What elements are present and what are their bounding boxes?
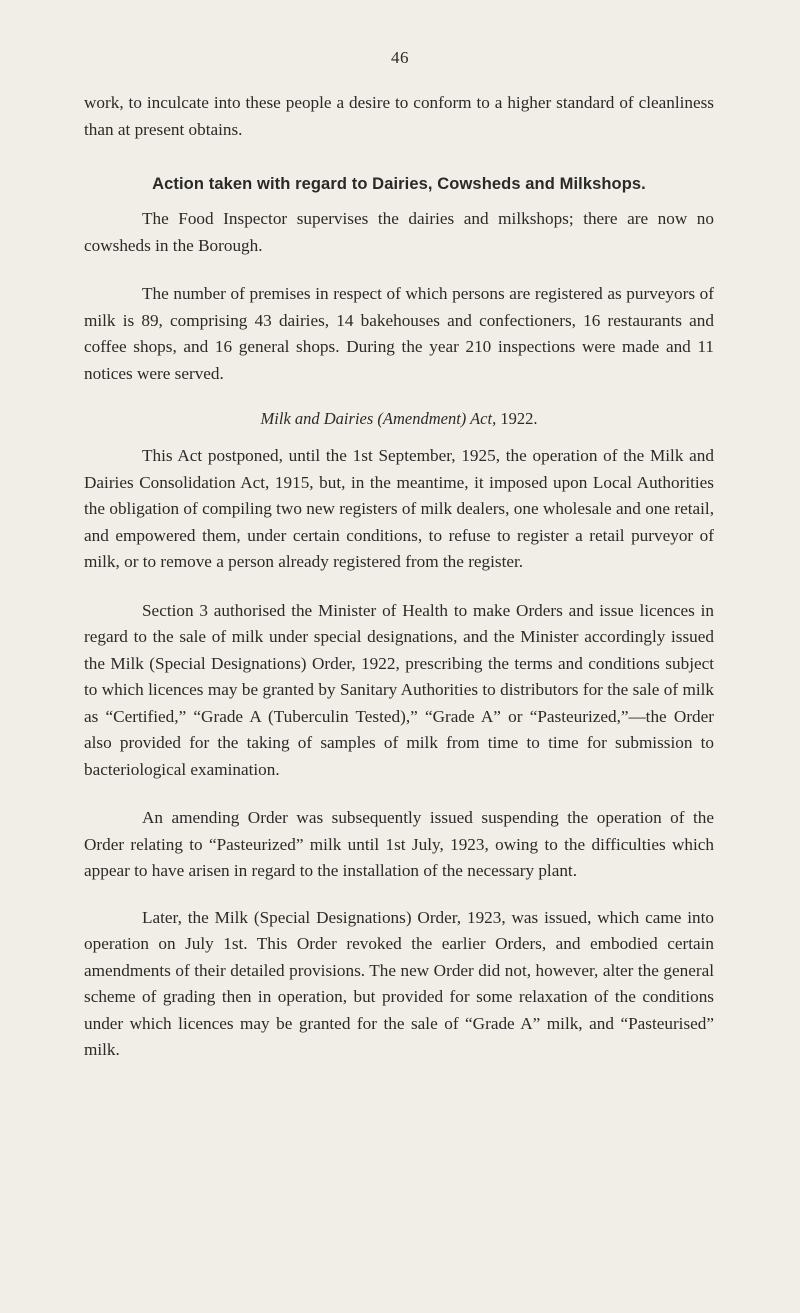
act-title-year: 1922. — [500, 409, 538, 428]
section-heading: Action taken with regard to Dairies, Cowsheds and Milkshops. — [152, 175, 646, 193]
act-title — [84, 407, 714, 431]
page-body — [84, 90, 714, 1064]
paragraph-registered-premises: The number of premises in respect of which persons are registered as purveyors of milk is 89, comprising 43 dairies, 14 bakehouses and confectioners, 16 restaurants and coffee shops, and 16 general shops. During the year 210 inspections were made and 11 notices were served. — [84, 284, 714, 383]
page-number: 46 — [391, 48, 409, 67]
act-title-text: Milk and Dairies (Amendment) Act, — [260, 409, 497, 428]
paragraph-amending-order: An amending Order was subsequently issued suspending the operation of the Order relating to “Pasteurized” milk until 1st July, 1923, owing to the difficulties which appear to have arisen in regard to the installation of the necessary plant. — [84, 808, 714, 880]
paragraph-later-order: Later, the Milk (Special Designations) Order, 1923, was issued, which came into operation on July 1st. This Order revoked the earlier Orders, and embodied certain amendments of their detailed provisions. The new Order did not, however, alter the general scheme of grading then in operation, but provided for some relaxation of the conditions under which licences may be granted for the sale of “Grade A” milk, and “Pasteurised” milk. — [84, 907, 714, 1059]
paragraph-intro: work, to inculcate into these people a desire to conform to a higher standard of cleanliness than at present obtains. — [84, 93, 714, 139]
paragraph-act-postponed: This Act postponed, until the 1st September, 1925, the operation of the Milk and Dairies Consolidation Act, 1915, but, in the meantime, it imposed upon Local Authorities the obligation of compiling two new registers of milk dealers, one wholesale and one retail, and empowered them, under certain conditions, to refuse to register a retail purveyor of milk, or to remove a person already registered from the register. — [84, 446, 714, 571]
paragraph-section-3: Section 3 authorised the Minister of Health to make Orders and issue licences in regard to the sale of milk under special designations, and the Minister accordingly issued the Milk (Special Designations) Order, 1922, prescribing the terms and conditions subject to which licences may be granted by Sanitary Authorities to distributors for the sale of milk as “Certified,” “Grade A (Tuberculin Tested),” “Grade A” or “Pasteurized,”—the Order also provided for the taking of samples of milk from time to time for submission to bacteriological examination. — [84, 600, 714, 779]
paragraph-supervision: The Food Inspector supervises the dairies and milkshops; there are now no cowsheds in the Borough. — [84, 209, 714, 255]
